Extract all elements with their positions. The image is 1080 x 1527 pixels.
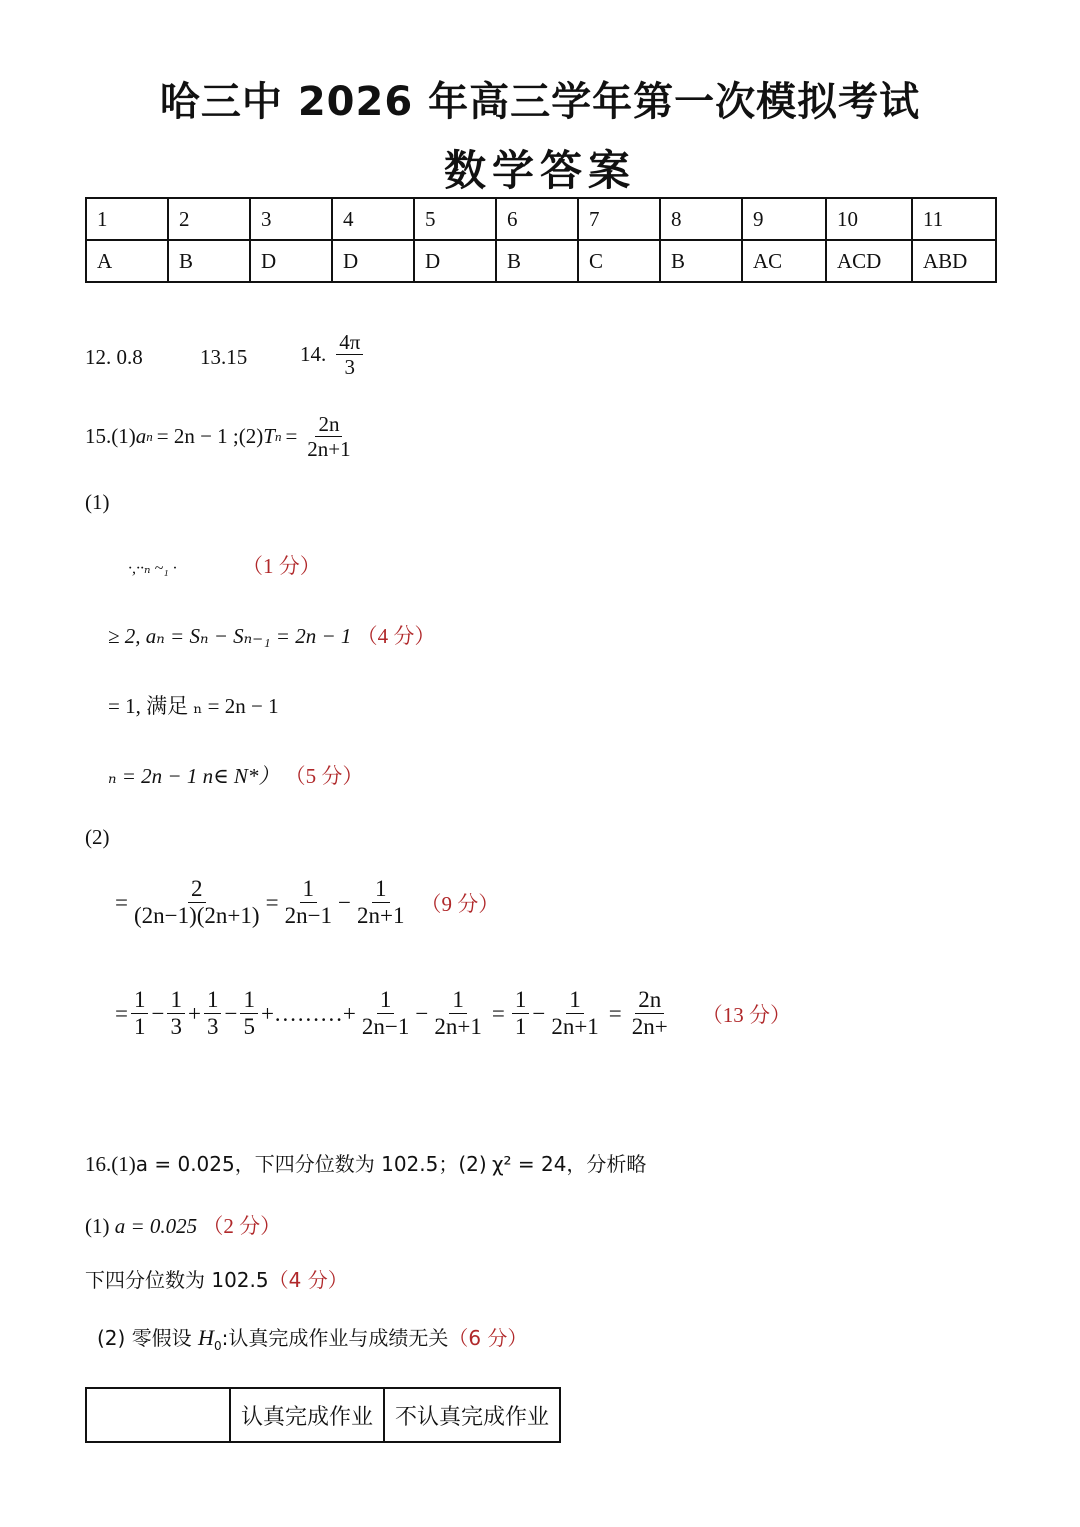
fraction-numerator: 1 — [377, 987, 395, 1014]
fraction-numerator: 1 — [300, 876, 318, 903]
score-label: （1 分） — [241, 554, 321, 578]
math-fraction — [282, 876, 335, 930]
fraction-numerator: 4π — [336, 330, 363, 355]
question-number: 2 — [168, 198, 250, 240]
fraction-numerator: 1 — [512, 987, 530, 1014]
question-number: 3 — [250, 198, 332, 240]
table-header-cell — [86, 1388, 230, 1442]
fraction-denominator: 3 — [170, 1014, 182, 1040]
q16-part1-label: (1) — [85, 1214, 110, 1238]
q16-h0: H — [198, 1325, 214, 1350]
fraction-denominator: 2n+1 — [551, 1014, 599, 1040]
answer-q14 — [300, 330, 366, 379]
fraction-denominator: 2n+1 — [357, 903, 405, 929]
q15-part1-label: (1) — [85, 490, 110, 514]
question-number: 8 — [660, 198, 742, 240]
q15-a-rhs: = 2n − 1 ;(2) — [156, 424, 264, 449]
math-plus: + — [187, 1000, 201, 1026]
math-fraction — [629, 987, 671, 1041]
fraction-denominator: 3 — [344, 355, 356, 380]
answer-cell: B — [496, 240, 578, 282]
table-header-cell: 认真完成作业 — [230, 1388, 384, 1442]
q16-part2-label: (2) 零假设 — [97, 1326, 192, 1350]
answer-q13: 13.15 — [200, 345, 248, 369]
score-label: （2 分） — [202, 1214, 282, 1238]
answer-table — [85, 197, 997, 283]
q15-line1 — [128, 550, 321, 580]
math-eq: = — [115, 1000, 128, 1026]
q15-summary — [85, 412, 357, 461]
fraction-denominator: 1 — [514, 1014, 527, 1040]
math-fraction — [167, 987, 185, 1041]
answer-cell: D — [250, 240, 332, 282]
table-header-cell: 不认真完成作业 — [384, 1388, 560, 1442]
score-label: （13 分） — [701, 1002, 792, 1027]
q15-equation2 — [115, 987, 791, 1041]
q16-part1-value: a = 0.025 — [114, 1214, 198, 1238]
fraction-denominator: 2n+1 — [434, 1014, 482, 1040]
math-minus: − — [415, 1000, 429, 1026]
answer-cell: D — [414, 240, 496, 282]
q15-line4 — [108, 760, 363, 790]
math-fraction — [204, 987, 222, 1041]
contingency-table — [85, 1387, 561, 1443]
q16-quartile — [85, 1264, 348, 1293]
fraction-denominator: 2n+ — [631, 1014, 668, 1040]
answer-cell: D — [332, 240, 414, 282]
q16-lead: 16.(1) — [85, 1152, 136, 1176]
answer-cell: AC — [742, 240, 826, 282]
math-fraction — [548, 987, 601, 1041]
math-fraction — [359, 987, 412, 1041]
q15-a: a — [135, 424, 147, 449]
math-dots: +………+ — [260, 1000, 356, 1026]
q15-equation1 — [115, 876, 499, 930]
fraction-numerator: 1 — [240, 987, 258, 1014]
q15-t-sub: n — [274, 428, 282, 444]
fraction-denominator: (2n−1)(2n+1) — [133, 903, 260, 929]
fraction-denominator: 3 — [206, 1014, 219, 1040]
math-minus: − — [532, 1000, 546, 1026]
q16-summary — [85, 1148, 646, 1177]
question-number: 10 — [826, 198, 912, 240]
score-label: （4 分） — [268, 1268, 348, 1292]
math-fraction — [512, 987, 530, 1041]
question-number: 1 — [86, 198, 168, 240]
answer-cell: ACD — [826, 240, 912, 282]
fraction-numerator: 2n — [635, 987, 664, 1014]
score-label: （6 分） — [448, 1326, 528, 1350]
q15-line3-text: = 1, 满足 ₙ = 2n − 1 — [108, 694, 279, 718]
answer-cell: ABD — [912, 240, 996, 282]
answer-q12: 12. 0.8 — [85, 345, 143, 369]
score-label: （9 分） — [420, 891, 500, 916]
fraction-denominator: 5 — [243, 1014, 255, 1040]
math-minus: − — [224, 1000, 238, 1026]
q15-line3 — [108, 690, 279, 720]
question-number: 6 — [496, 198, 578, 240]
math-fraction — [431, 987, 484, 1041]
fraction-numerator: 1 — [372, 876, 390, 903]
q16-part2-text: :认真完成作业与成绩无关 — [221, 1326, 449, 1350]
q16-part2 — [97, 1322, 527, 1353]
fraction-numerator: 1 — [131, 987, 149, 1014]
question-number: 4 — [332, 198, 414, 240]
q15-line4-text: ₙ = 2n − 1 n∈ N*） — [108, 764, 280, 788]
q15-line1-text: ·,··ₙ ~₁ · — [128, 560, 177, 577]
math-fraction — [240, 987, 258, 1041]
math-eq: = — [608, 1000, 622, 1026]
question-number: 9 — [742, 198, 826, 240]
q14-fraction — [336, 330, 363, 379]
fraction-denominator: 2n+1 — [307, 437, 351, 462]
q16-chi-square: χ² = 24，分析略 — [491, 1152, 647, 1176]
answer-table-answer-row — [86, 240, 996, 282]
math-eq: = — [265, 889, 279, 915]
fraction-denominator: 1 — [133, 1014, 146, 1040]
answer-cell: B — [168, 240, 250, 282]
score-label: （5 分） — [284, 764, 364, 788]
fraction-numerator: 2 — [188, 876, 206, 903]
q15-lead: 15.(1) — [85, 424, 136, 449]
question-number: 11 — [912, 198, 996, 240]
answer-cell: B — [660, 240, 742, 282]
math-minus: − — [151, 1000, 165, 1026]
fraction-numerator: 1 — [204, 987, 222, 1014]
fraction-numerator: 1 — [449, 987, 467, 1014]
q15-line2 — [108, 620, 435, 650]
page-subtitle: 数学答案 — [443, 146, 636, 195]
question-number: 5 — [414, 198, 496, 240]
fraction-denominator: 2n−1 — [361, 1014, 410, 1040]
math-fraction — [131, 987, 149, 1041]
math-eq: = — [115, 889, 128, 915]
fraction-numerator: 1 — [167, 987, 185, 1014]
q15-eq: = — [285, 424, 298, 449]
q15-part2-label: (2) — [85, 825, 110, 849]
answer-cell: C — [578, 240, 660, 282]
fraction-numerator: 2n — [315, 412, 342, 437]
q16-part1 — [85, 1210, 281, 1240]
q15-t-fraction — [304, 412, 353, 461]
score-label: （4 分） — [356, 624, 436, 648]
fraction-numerator: 1 — [566, 987, 584, 1014]
q15-t: T — [263, 424, 275, 449]
q15-line2-text: ≥ 2, aₙ = Sₙ − Sₙ₋₁ = 2n − 1 — [108, 624, 352, 648]
fraction-denominator: 2n−1 — [284, 903, 333, 929]
page-title: 哈三中 2026 年高三学年第一次模拟考试 — [159, 79, 921, 125]
q16-quartile-text: 下四分位数为 102.5 — [85, 1268, 269, 1292]
q14-label: 14. — [300, 342, 327, 367]
math-minus: − — [338, 889, 352, 915]
q15-a-sub: n — [146, 428, 153, 444]
q16-h0-sub: 0 — [213, 1339, 222, 1353]
question-number: 7 — [578, 198, 660, 240]
q16-summary-text: a = 0.025，下四分位数为 102.5；(2) — [135, 1152, 487, 1176]
math-fraction — [354, 876, 407, 930]
math-eq: = — [491, 1000, 505, 1026]
contingency-header-row — [86, 1388, 560, 1442]
answer-table-number-row — [86, 198, 996, 240]
answer-cell: A — [86, 240, 168, 282]
math-fraction — [131, 876, 263, 930]
